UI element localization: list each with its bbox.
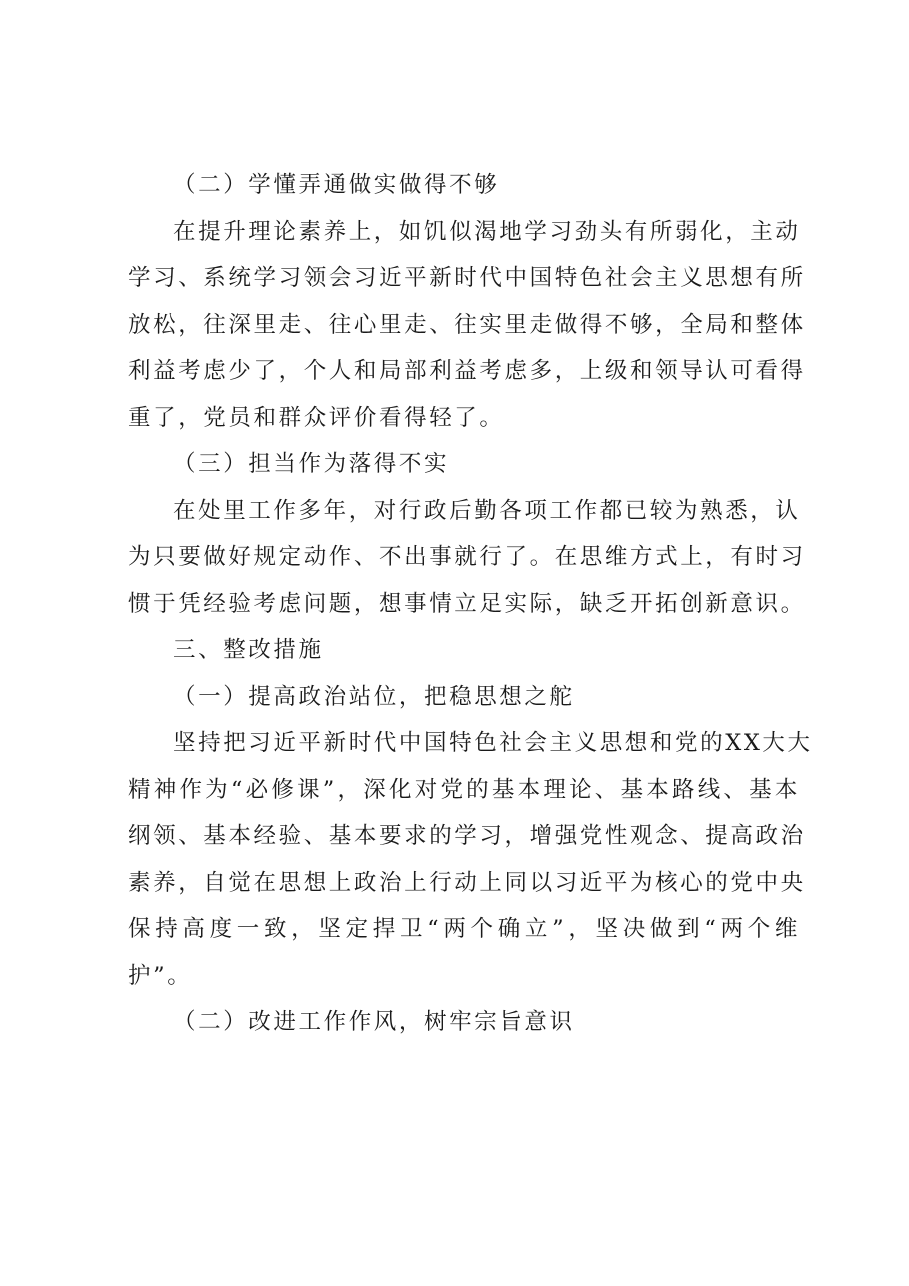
paragraph-line: 纲领、基本经验、基本要求的学习，增强党性观念、提高政治: [128, 823, 806, 849]
document-body: [128, 162, 813, 1046]
paragraph-line: 在提升理论素养上，如饥似渴地学习劲头有所弱化，主动: [173, 218, 801, 245]
paragraph-line: 素养，自觉在思想上政治上行动上同以习近平为核心的党中央: [128, 869, 806, 896]
paragraph-line: 为只要做好规定动作、不出事就行了。在思维方式上，有时习: [128, 544, 806, 570]
paragraph-line: 学习、系统学习领会习近平新时代中国特色社会主义思想有所: [128, 265, 806, 291]
paragraph-line: 惯于凭经验考虑问题，想事情立足实际，缺乏开拓创新意识。: [128, 590, 806, 617]
paragraph-line: 利益考虑少了，个人和局部利益考虑多，上级和领导认可看得: [128, 358, 806, 384]
paragraph-line: 坚持把习近平新时代中国特色社会主义思想和党的XX大大: [173, 730, 813, 756]
section-heading: （一）提高政治站位，把稳思想之舵: [173, 683, 575, 710]
paragraph-line: 放松，往深里走、往心里走、往实里走做得不够，全局和整体: [128, 311, 806, 338]
section-heading: （二）改进工作作风，树牢宗旨意识: [173, 1009, 575, 1035]
paragraph-line: 保持高度一致，坚定捍卫“两个确立”，坚决做到“两个维: [128, 916, 800, 942]
section-heading: （三）担当作为落得不实: [173, 451, 450, 477]
paragraph-line: 精神作为“必修课”，深化对党的基本理论、基本路线、基本: [128, 776, 800, 803]
chapter-heading: 三、整改措施: [173, 637, 324, 663]
paragraph-line: 重了，党员和群众评价看得轻了。: [128, 404, 505, 431]
paragraph-line: 护”。: [128, 962, 193, 989]
paragraph-line: 在处里工作多年，对行政后勤各项工作都已较为熟悉，认: [173, 497, 801, 524]
section-heading: （二）学懂弄通做实做得不够: [173, 172, 500, 198]
